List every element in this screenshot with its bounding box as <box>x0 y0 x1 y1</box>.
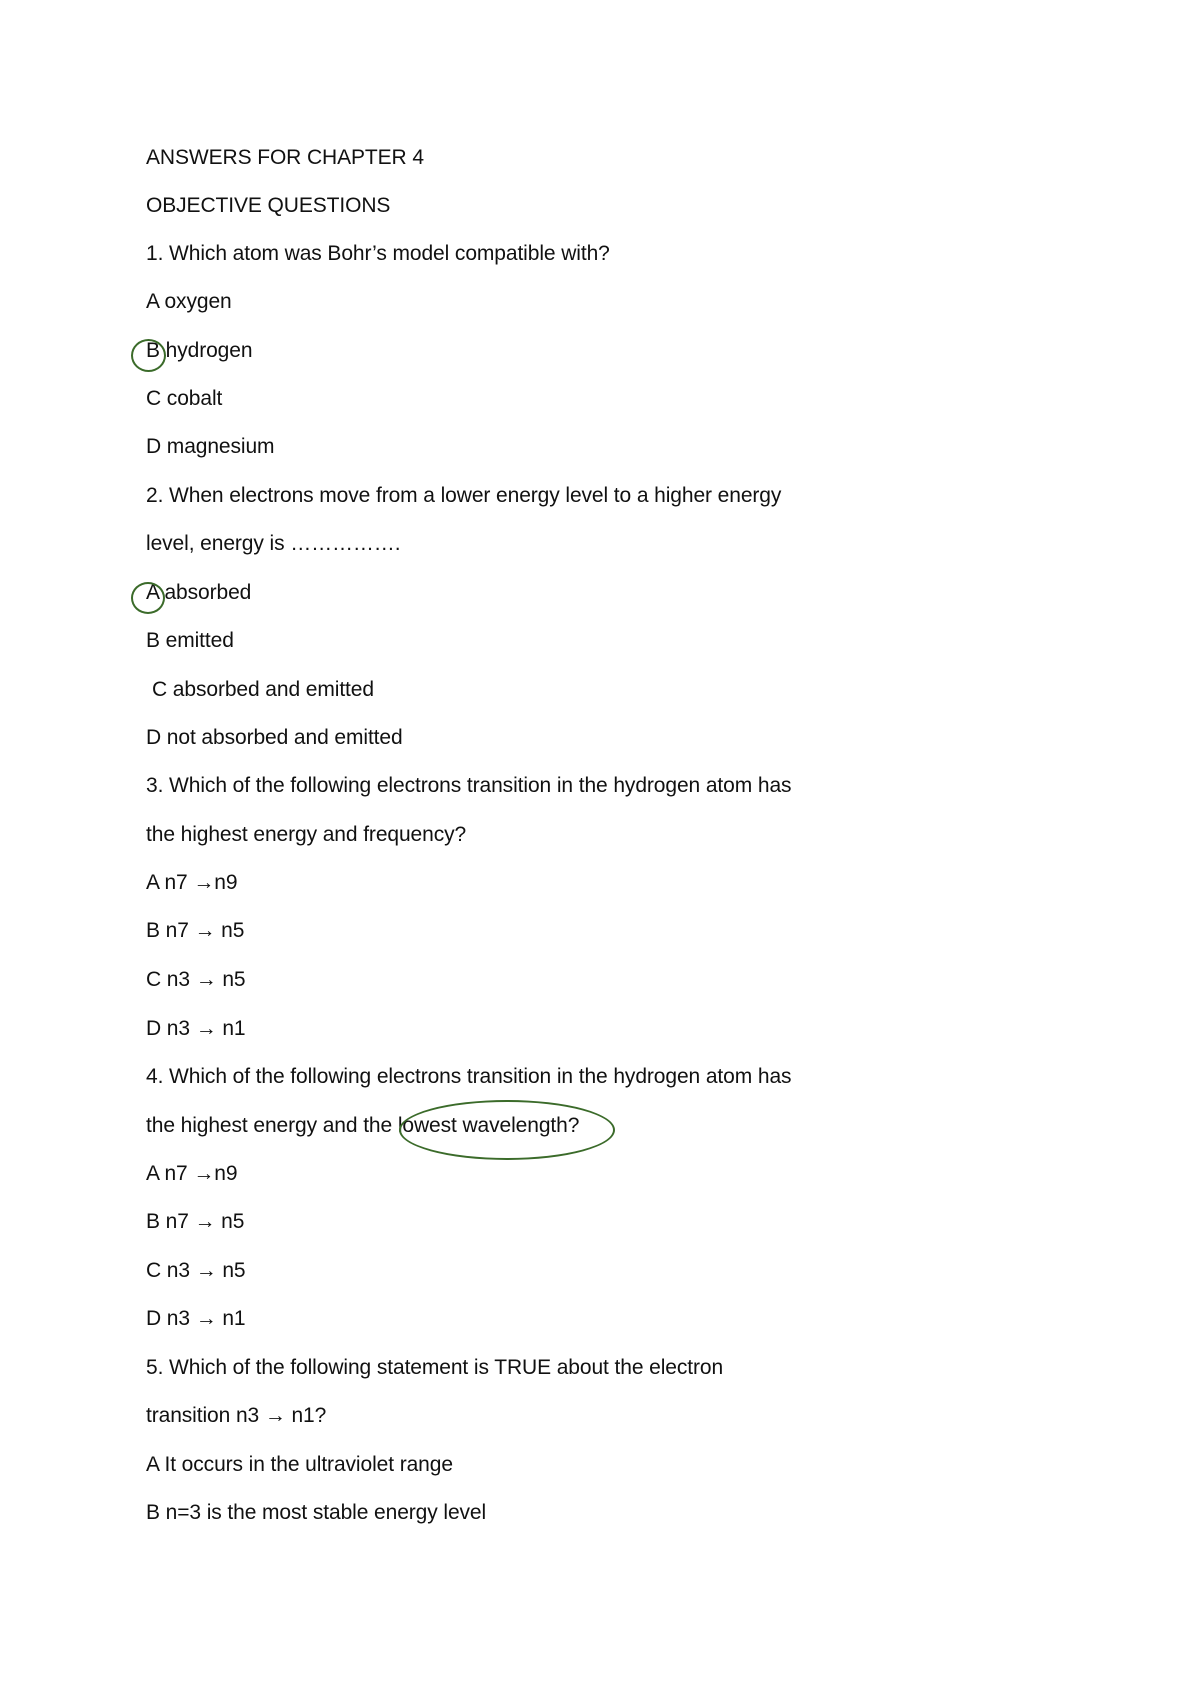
document-title: ANSWERS FOR CHAPTER 4 <box>146 146 424 169</box>
question-5-option-a: A It occurs in the ultraviolet range <box>146 1453 453 1476</box>
question-2-option-b: B emitted <box>146 629 234 652</box>
question-1-option-b: B hydrogen <box>146 339 253 362</box>
question-3-option-b: B n7 → n5 <box>146 919 245 942</box>
question-4-option-b: B n7 → n5 <box>146 1210 245 1233</box>
question-2-option-c: C absorbed and emitted <box>152 678 374 701</box>
answer-circle-mark-q1 <box>131 339 166 372</box>
question-4-stem-line-1: 4. Which of the following electrons transition in the hydrogen atom has <box>146 1065 792 1088</box>
question-1-option-d: D magnesium <box>146 435 275 458</box>
question-3-option-d: D n3 → n1 <box>146 1017 246 1040</box>
question-1-stem: 1. Which atom was Bohr’s model compatible with? <box>146 242 610 265</box>
question-3-stem-line-2: the highest energy and frequency? <box>146 823 467 846</box>
question-2-stem-line-1: 2. When electrons move from a lower energy level to a higher energy <box>146 484 782 507</box>
question-5-stem-line-1: 5. Which of the following statement is TRUE about the electron <box>146 1356 724 1379</box>
section-heading: OBJECTIVE QUESTIONS <box>146 194 391 217</box>
question-2-option-a: A absorbed <box>146 581 252 604</box>
question-2-stem-line-2: level, energy is ……………. <box>146 532 401 555</box>
highlight-ellipse-mark-q4 <box>399 1100 615 1160</box>
question-1-option-a: A oxygen <box>146 290 232 313</box>
question-3-option-a: A n7 →n9 <box>146 871 238 894</box>
question-3-option-c: C n3 → n5 <box>146 968 246 991</box>
question-5-option-b: B n=3 is the most stable energy level <box>146 1501 487 1524</box>
question-5-stem-line-2: transition n3 → n1? <box>146 1404 327 1427</box>
question-1-option-c: C cobalt <box>146 387 223 410</box>
question-3-stem-line-1: 3. Which of the following electrons transition in the hydrogen atom has <box>146 774 792 797</box>
question-4-option-a: A n7 →n9 <box>146 1162 238 1185</box>
question-4-option-c: C n3 → n5 <box>146 1259 246 1282</box>
question-4-stem-line-2: the highest energy and the lowest wavelength? <box>146 1114 580 1137</box>
question-4-option-d: D n3 → n1 <box>146 1307 246 1330</box>
question-2-option-d: D not absorbed and emitted <box>146 726 403 749</box>
answer-circle-mark-q2 <box>131 582 165 614</box>
